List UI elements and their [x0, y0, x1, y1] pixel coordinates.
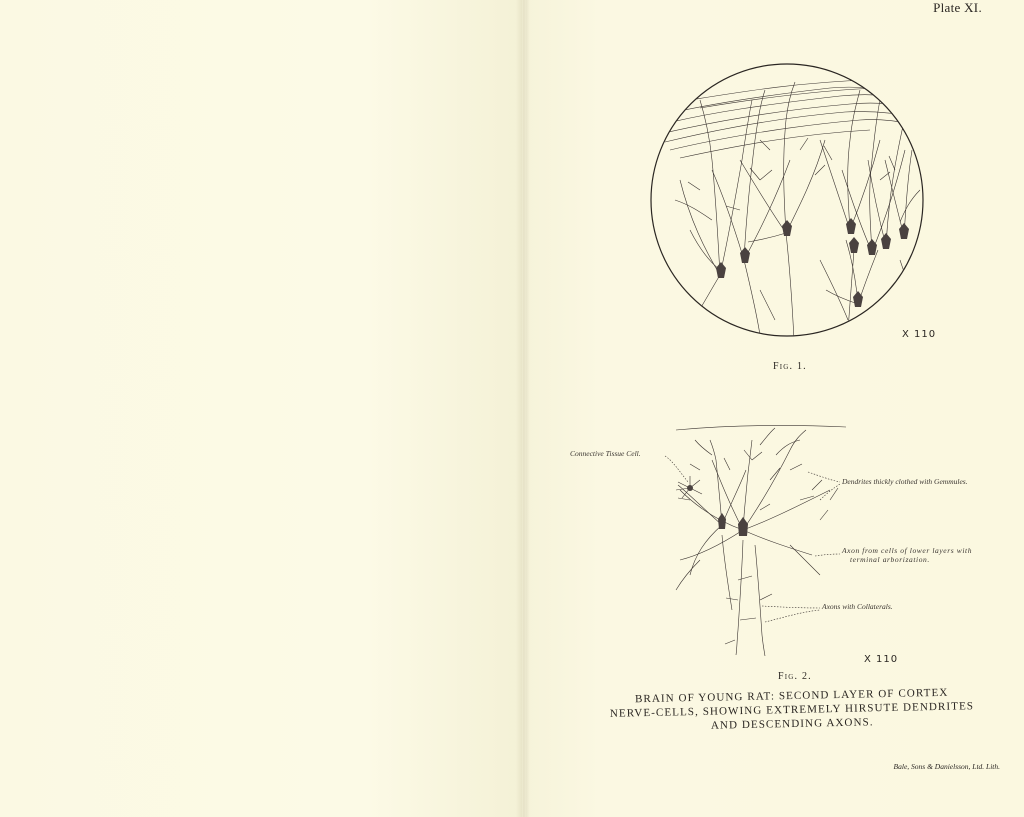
plate-title — [596, 685, 989, 735]
fig2-neuron-drawing — [665, 426, 846, 656]
title-line-2: NERVE-CELLS, SHOWING EXTREMELY HIRSUTE DENDRITES — [609, 700, 975, 720]
plate-number: Plate XI. — [933, 0, 982, 15]
label-axons-collaterals: Axons with Collaterals. — [822, 602, 893, 611]
fig2-magnification: X 110 — [864, 654, 899, 665]
label-connective-tissue: Connective Tissue Cell. — [570, 449, 641, 458]
fig2-cell-bodies — [687, 485, 748, 536]
title-line-3: AND DESCENDING AXONS. — [710, 716, 874, 732]
label-axon-line2: terminal arborization. — [850, 555, 930, 564]
fig1-caption: Fig. 1. — [773, 361, 807, 372]
label-axon-line1: Axon from cells of lower layers with — [842, 546, 973, 555]
fig1-magnification: X 110 — [902, 329, 937, 340]
fig2-caption: Fig. 2. — [778, 671, 812, 682]
title-line-1: BRAIN OF YOUNG RAT: SECOND LAYER OF CORTEX — [634, 686, 949, 706]
printer-credit: Bale, Sons & Danielsson, Ltd. Lith. — [893, 762, 1000, 771]
fig1-circle-field — [650, 64, 930, 340]
label-dendrites: Dendrites thickly clothed with Gemmules. — [842, 477, 968, 486]
